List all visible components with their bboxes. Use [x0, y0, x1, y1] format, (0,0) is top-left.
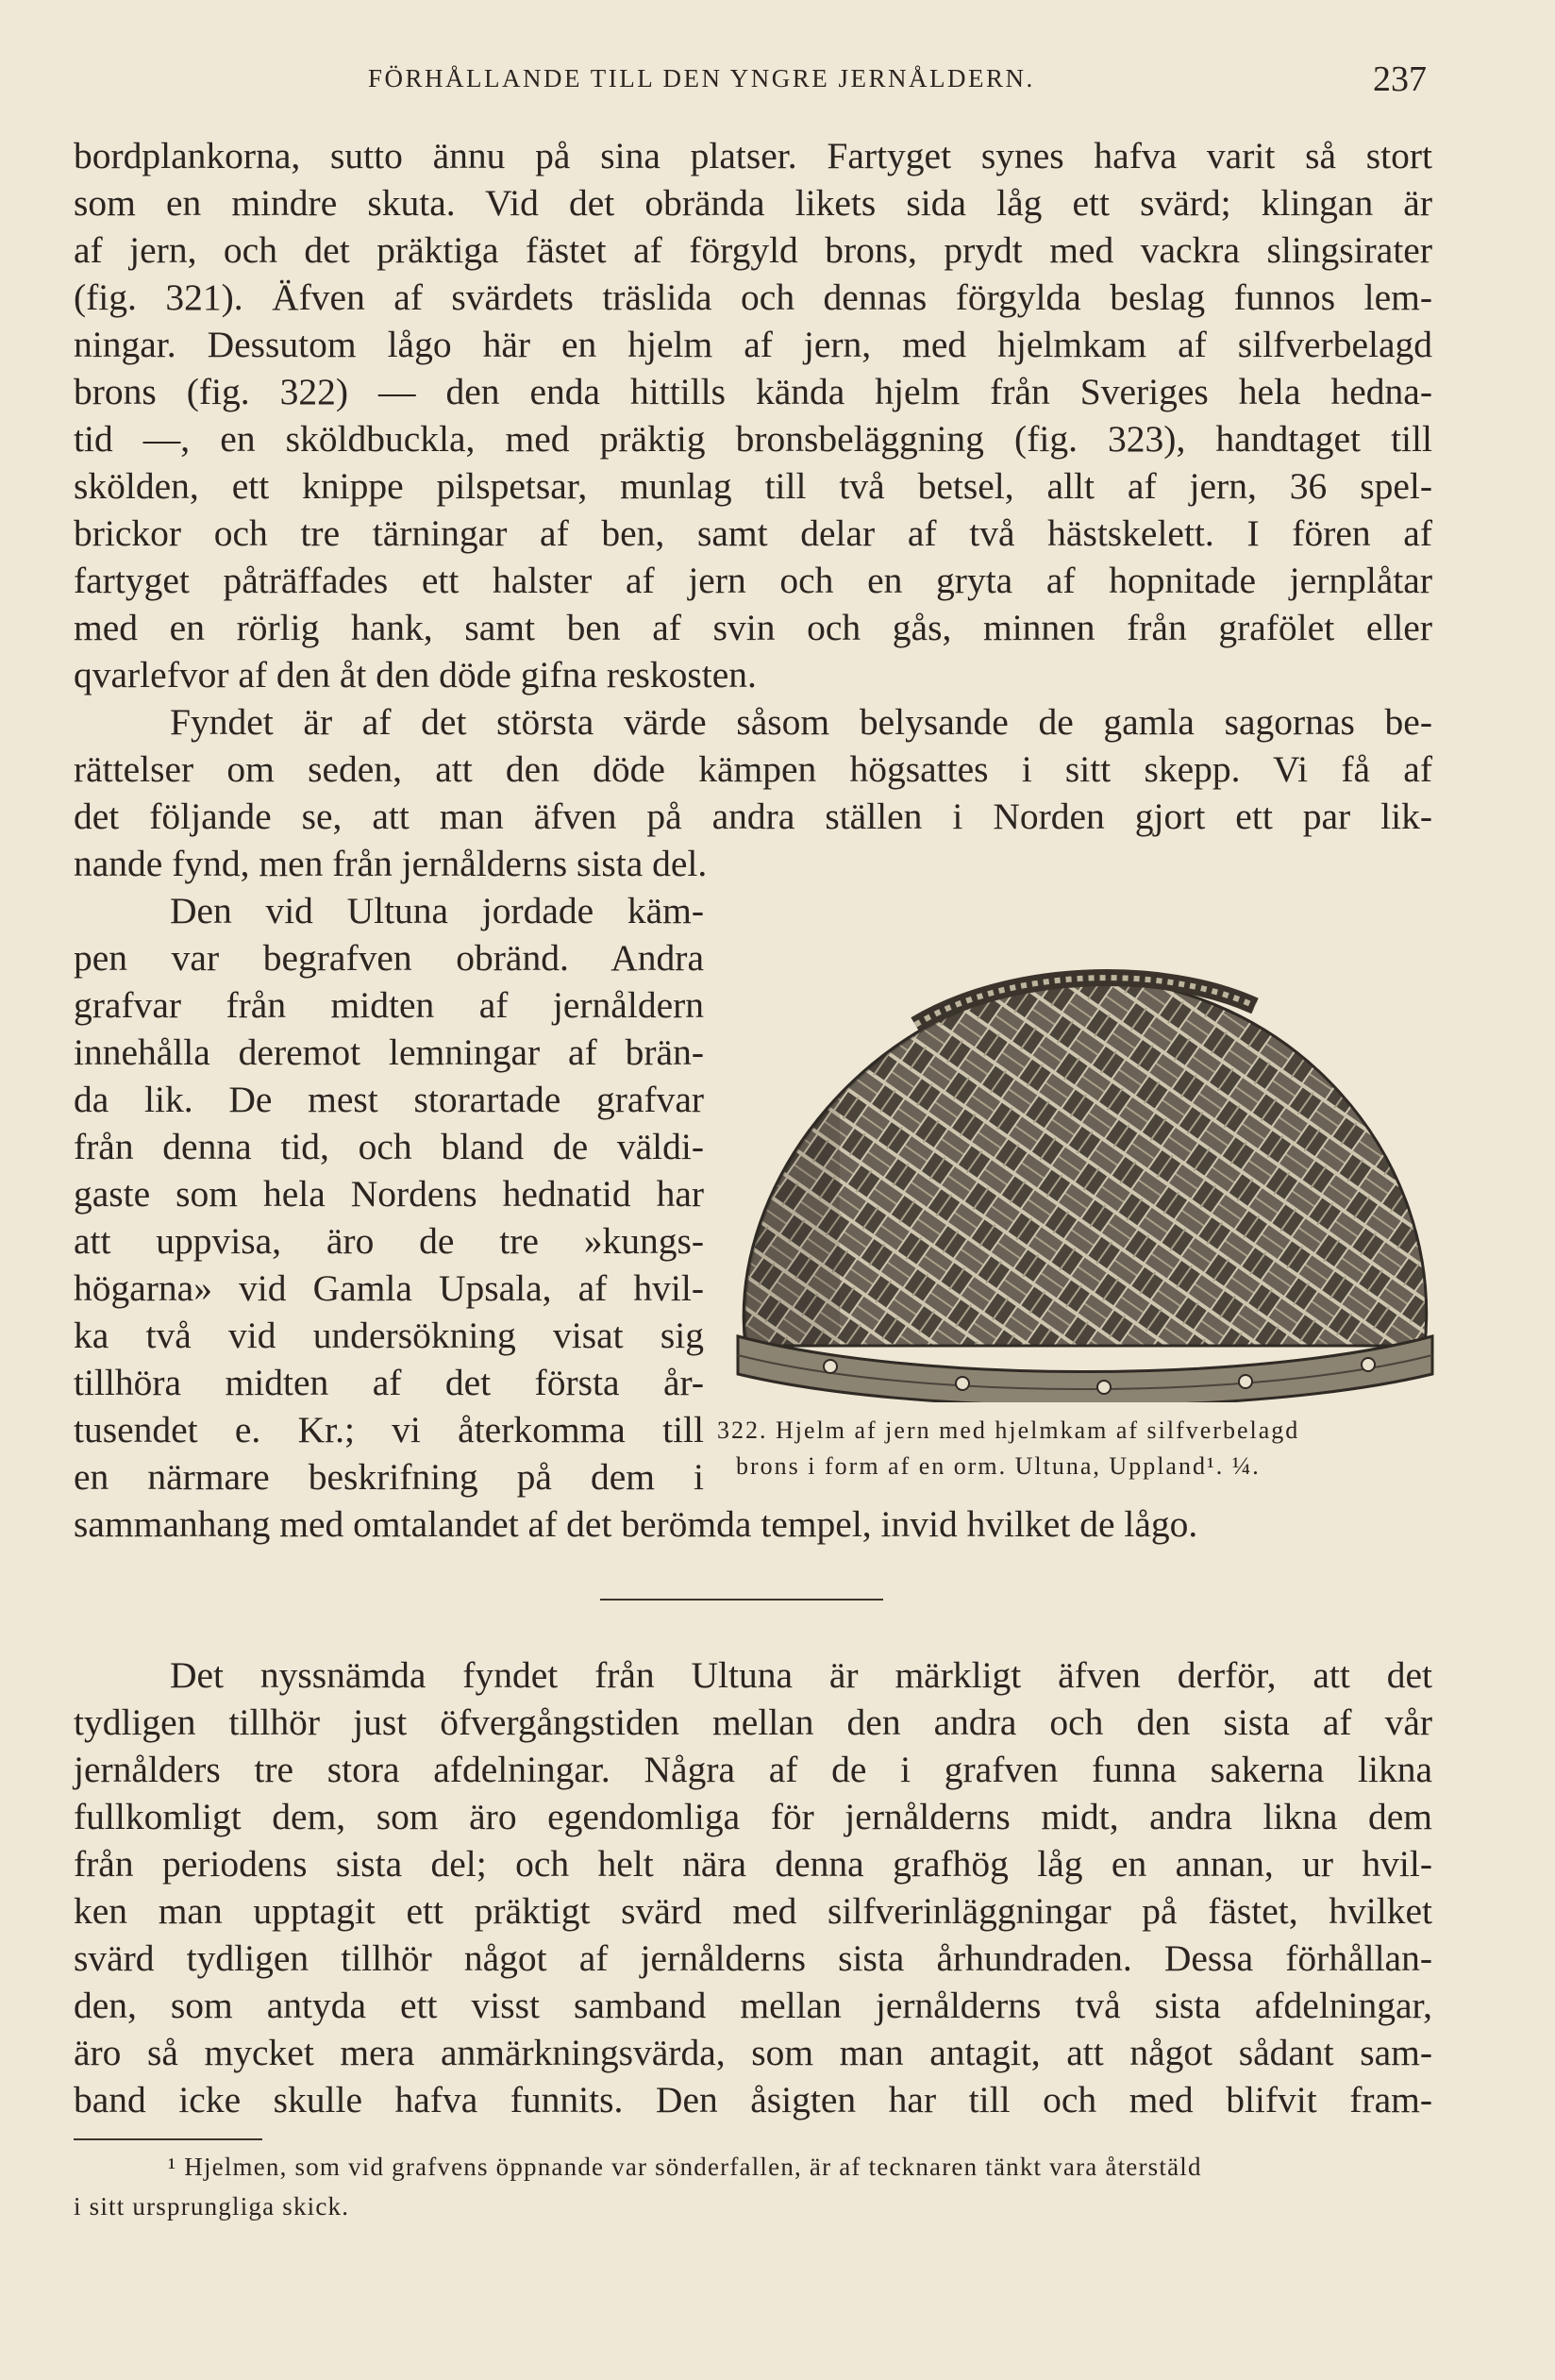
text-line: bordplankorna, sutto ännu på sina platser. Fartyget synes hafva varit så stort [74, 135, 1432, 176]
text-line: det följande se, att man äfven på andra ställen i Norden gjort ett par lik- [74, 796, 1432, 837]
text-line: som en mindre skuta. Vid det obrända likets sida låg ett svärd; klingan är [74, 182, 1432, 224]
text-line: da lik. De mest storartade grafvar [74, 1079, 704, 1120]
figure-caption: brons i form af en orm. Ultuna, Uppland¹. ¼. [736, 1452, 1261, 1480]
text-line: tydligen tillhör just öfvergångstiden mellan den andra och den sista af vår [74, 1701, 1432, 1743]
text-line: äro så mycket mera anmärkningsvärda, som man antagit, att något sådant sam- [74, 2032, 1432, 2073]
text-line: tusendet e. Kr.; vi återkomma till [74, 1409, 704, 1450]
text-line: grafvar från midten af jernåldern [74, 984, 704, 1026]
running-title: FÖRHÅLLANDE TILL DEN YNGRE JERNÅLDERN. [368, 64, 1035, 92]
text-line: fullkomligt dem, som äro egendomliga för jernålderns midt, andra likna dem [74, 1796, 1432, 1837]
page-number: 237 [1373, 59, 1427, 99]
text-line: att uppvisa, äro de tre »kungs- [74, 1220, 704, 1262]
text-line: Fyndet är af det största värde såsom belysande de gamla sagornas be- [170, 701, 1432, 743]
text-line: svärd tydligen tillhör något af jernålderns sista århundraden. Dessa förhållan- [74, 1937, 1432, 1979]
text-line: brons (fig. 322) — den enda hittills kända hjelm från Sveriges hela hedna- [74, 371, 1432, 412]
text-line: nande fynd, men från jernålderns sista del. [74, 843, 708, 884]
footnote-line: ¹ Hjelmen, som vid grafvens öppnande var sönderfallen, är af tecknaren tänkt vara återstäld [168, 2153, 1202, 2181]
section-divider [600, 1599, 883, 1601]
text-line: qvarlefvor af den åt den döde gifna reskosten. [74, 654, 757, 696]
text-line: tid —, en sköldbuckla, med präktig bronsbeläggning (fig. 323), handtaget till [74, 418, 1432, 460]
footnote-divider [74, 2138, 262, 2140]
text-line: (fig. 321). Äfven af svärdets träslida och dennas förgylda beslag funnos lem- [74, 277, 1432, 318]
text-line: jernålders tre stora afdelningar. Några af de i grafven funna sakerna likna [74, 1749, 1432, 1790]
text-line: tillhöra midten af det första år- [74, 1362, 704, 1403]
text-line: högarna» vid Gamla Upsala, af hvil- [74, 1267, 704, 1309]
text-line: med en rörlig hank, samt ben af svin och gås, minnen från grafölet eller [74, 607, 1432, 648]
text-line: sammanhang med omtalandet af det berömda tempel, invid hvilket de lågo. [74, 1503, 1198, 1545]
text-line: band icke skulle hafva funnits. Den åsigten har till och med blifvit fram- [74, 2079, 1432, 2120]
text-line: ken man upptagit ett präktigt svärd med silfverinläggningar på fästet, hvilket [74, 1890, 1432, 1932]
text-line: från periodens sista del; och helt nära denna grafhög låg en annan, ur hvil- [74, 1843, 1432, 1885]
text-line: ka två vid undersökning visat sig [74, 1315, 704, 1356]
text-line: Det nyssnämda fyndet från Ultuna är märkligt äfven derför, att det [170, 1654, 1432, 1696]
text-line: gaste som hela Nordens hednatid har [74, 1173, 704, 1215]
text-line: Den vid Ultuna jordade käm- [170, 890, 704, 931]
footnote-line: i sitt ursprungliga skick. [74, 2192, 350, 2221]
text-line: rättelser om seden, att den döde kämpen högsattes i sitt skepp. Vi få af [74, 748, 1432, 790]
text-line: pen var begrafven obränd. Andra [74, 937, 704, 979]
text-line: innehålla deremot lemningar af brän- [74, 1031, 704, 1073]
text-line: en närmare beskrifning på dem i [74, 1456, 704, 1498]
text-line: fartyget påträffades ett halster af jern och en gryta af hopnitade jernplåtar [74, 560, 1432, 601]
text-line: den, som antyda ett visst samband mellan jernålderns två sista afdelningar, [74, 1985, 1432, 2026]
text-line: skölden, ett knippe pilspetsar, munlag till två betsel, allt af jern, 36 spel- [74, 465, 1432, 507]
text-line: brickor och tre tärningar af ben, samt delar af två hästskelett. I fören af [74, 512, 1432, 554]
text-line: af jern, och det präktiga fästet af förgyld brons, prydt med vackra slingsirater [74, 229, 1432, 271]
helmet-illustration-icon [727, 940, 1444, 1402]
text-line: ningar. Dessutom lågo här en hjelm af jern, med hjelmkam af silfverbelagd [74, 324, 1432, 365]
text-line: från denna tid, och bland de väldi- [74, 1126, 704, 1167]
figure-caption: 322. Hjelm af jern med hjelmkam af silfverbelagd [717, 1416, 1300, 1444]
